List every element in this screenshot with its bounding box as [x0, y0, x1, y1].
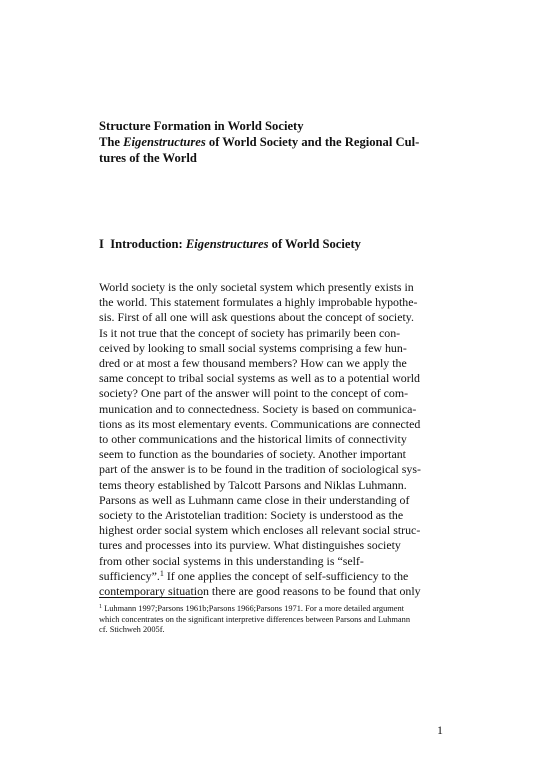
section-suffix: of World Society — [268, 237, 361, 251]
title-line-2-suffix: of World Society and the Regional Cul- — [205, 135, 420, 149]
body-line: from other social systems in this understanding is “self- — [99, 553, 364, 568]
body-line: tions as its most elementary events. Communications are connected — [99, 416, 421, 431]
body-line: part of the answer is to be found in the tradition of sociological sys- — [99, 462, 421, 477]
body-line: seem to function as the boundaries of society. Another important — [99, 447, 406, 462]
body-line: society? One part of the answer will point to the concept of com- — [99, 386, 409, 401]
title-line-1: Structure Formation in World Society — [99, 119, 304, 133]
body-line: World society is the only societal system which presently exists in — [99, 280, 414, 294]
body-line: same concept to tribal social systems as well as to a potential world — [99, 371, 420, 386]
body-line: tems theory established by Talcott Parsons and Niklas Luhmann. — [99, 477, 407, 492]
body-line: tures and processes into its purview. What distinguishes society — [99, 538, 401, 553]
title-line-3: tures of the World — [99, 151, 197, 165]
footnote-separator — [99, 597, 203, 598]
section-heading — [99, 236, 439, 252]
body-line: society to the Aristotelian tradition: Society is understood as the — [99, 508, 404, 523]
body-line: ceived by looking to small social systems comprising a few hun- — [99, 340, 407, 355]
body-line: sis. First of all one will ask questions about the concept of society. — [99, 310, 414, 325]
section-number: I — [99, 237, 104, 251]
footnote-line-1 — [99, 604, 451, 615]
footnote-text: Luhmann 1997;Parsons 1961b;Parsons 1966;Parsons 1971. For a more detailed argument — [102, 604, 405, 613]
body-line: Parsons as well as Luhmann came close in their understanding of — [99, 492, 410, 507]
section-label: Introduction: — [110, 237, 186, 251]
body-text-fragment: If one applies the concept of self-sufficiency to the — [163, 568, 409, 583]
title-line-2-prefix: The — [99, 135, 124, 149]
body-line: the world. This statement formulates a highly improbable hypothe- — [99, 295, 418, 310]
body-paragraph — [99, 280, 451, 599]
body-line: Is it not true that the concept of society has primarily been con- — [99, 325, 401, 340]
title-italic-term: Eigenstructures — [123, 135, 206, 149]
title-line-2 — [99, 134, 439, 150]
page-number: 1 — [437, 723, 443, 737]
body-line: munication and to connectedness. Society is based on communica- — [99, 401, 417, 416]
body-line: contemporary situation there are good reasons to be found that only — [99, 584, 421, 599]
body-text-fragment: sufficiency”. — [99, 568, 160, 583]
body-line: to other communications and the historical limits of connectivity — [99, 432, 407, 447]
footnote — [99, 604, 451, 636]
section-italic-term: Eigenstructures — [185, 237, 269, 251]
document-title — [99, 118, 439, 166]
footnote-line-3: cf. Stichweh 2005f. — [99, 625, 165, 635]
body-line: highest order social system which encloses all relevant social struc- — [99, 523, 421, 538]
footnote-line-2: which concentrates on the significant interpretive differences between Parsons and Luhmann — [99, 614, 411, 624]
footnote-marker: 1 — [99, 604, 102, 610]
footnote-reference[interactable]: 1 — [159, 568, 164, 578]
body-line-with-footnote-ref — [99, 569, 451, 584]
body-line: dred or at most a few thousand members? How can we apply the — [99, 356, 407, 371]
